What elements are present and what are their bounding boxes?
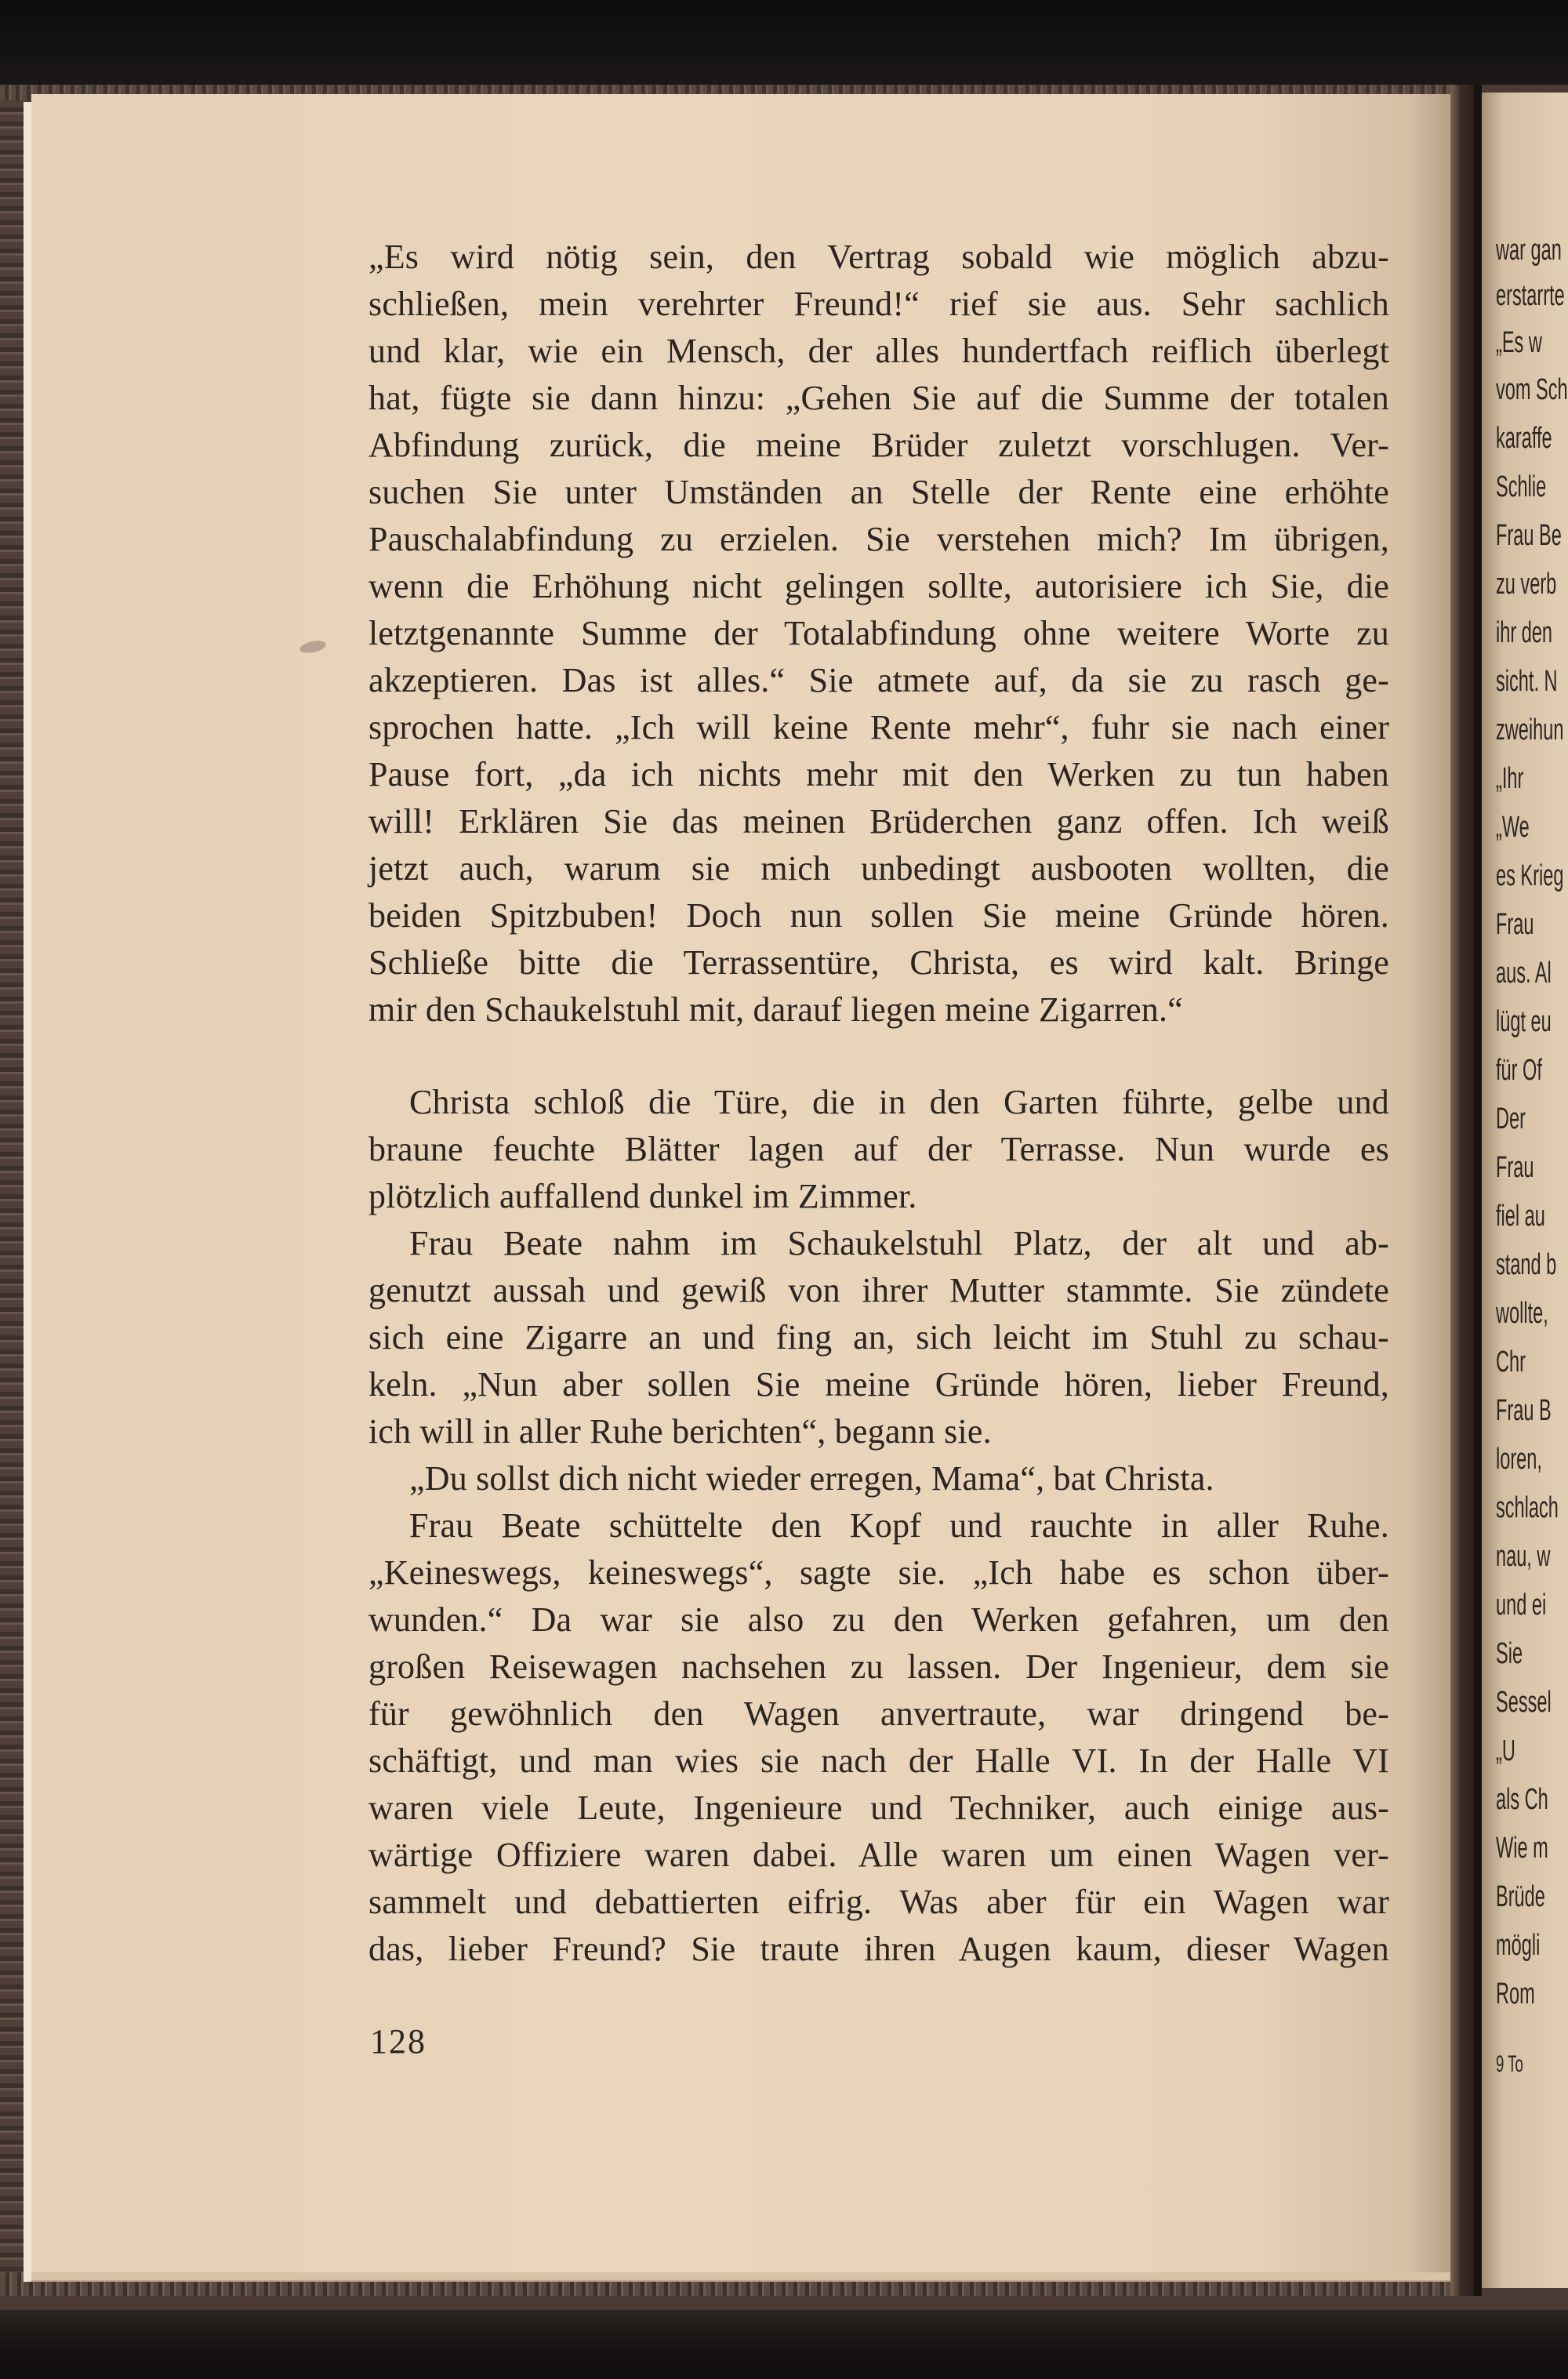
facing-line: schlach — [1496, 1491, 1559, 1524]
facing-line: vom Sch — [1496, 373, 1568, 406]
facing-line: sicht. N — [1496, 665, 1558, 698]
facing-line: war gan — [1496, 234, 1562, 267]
facing-line: Rom — [1496, 1978, 1535, 2010]
text-line: und klar, wie ein Mensch, der alles hundertfach reiflich überlegt — [368, 332, 1389, 370]
text-line: schäftigt, und man wies sie nach der Halle VI. In der Halle VI — [368, 1742, 1389, 1780]
facing-line: wollte, — [1496, 1297, 1548, 1330]
text-line: das, lieber Freund? Sie traute ihren Augen kaum, dieser Wagen — [368, 1930, 1389, 1968]
page-number: 128 — [370, 2022, 426, 2061]
text-line: Abfindung zurück, die meine Brüder zuletzt vorschlugen. Ver- — [368, 426, 1389, 464]
text-line: wenn die Erhöhung nicht gelingen sollte, autorisiere ich Sie, die — [368, 567, 1389, 605]
text-line: beiden Spitzbuben! Doch nun sollen Sie meine Gründe hören. — [368, 896, 1389, 935]
facing-line: „U — [1496, 1734, 1515, 1767]
text-line: Schließe bitte die Terrassentüre, Christa, es wird kalt. Bringe — [368, 943, 1389, 982]
text-line: waren viele Leute, Ingenieure und Techniker, auch einige aus- — [368, 1789, 1389, 1827]
text-line: Pauschalabfindung zu erzielen. Sie verstehen mich? Im übrigen, — [368, 520, 1389, 558]
body-text — [368, 234, 1389, 1973]
facing-line: loren, — [1496, 1443, 1542, 1476]
book-gutter — [1450, 85, 1474, 2296]
text-line: letztgenannte Summe der Totalabfindung ohne weitere Worte zu — [368, 614, 1389, 652]
facing-line: „Ihr — [1496, 762, 1524, 795]
facing-line: mögli — [1496, 1929, 1541, 1962]
text-line: akzeptieren. Das ist alles.“ Sie atmete auf, da sie zu rasch ge- — [368, 661, 1389, 699]
facing-line: Frau — [1496, 1151, 1534, 1184]
facing-line: Brüde — [1496, 1880, 1545, 1913]
text-line: suchen Sie unter Umständen an Stelle der Rente eine erhöhte — [368, 473, 1389, 511]
facing-line: und ei — [1496, 1589, 1547, 1622]
facing-line: lügt eu — [1496, 1005, 1552, 1038]
facing-line: Frau — [1496, 908, 1534, 941]
text-line: „Keineswegs, keineswegs“, sagte sie. „Ich habe es schon über- — [368, 1553, 1389, 1592]
book-spine — [1474, 85, 1482, 2296]
facing-line: Frau B — [1496, 1394, 1552, 1427]
facing-line: Sie — [1496, 1637, 1523, 1670]
text-line: „Du sollst dich nicht wieder erregen, Mama“, bat Christa. — [409, 1459, 1214, 1498]
facing-line: karaffe — [1496, 422, 1552, 455]
text-line: Frau Beate schüttelte den Kopf und rauchte in aller Ruhe. — [409, 1506, 1389, 1545]
text-line: sammelt und debattierten eifrig. Was aber für ein Wagen war — [368, 1883, 1389, 1921]
text-line: für gewöhnlich den Wagen anvertraute, war dringend be- — [368, 1694, 1389, 1733]
text-line: keln. „Nun aber sollen Sie meine Gründe hören, lieber Freund, — [368, 1365, 1389, 1404]
text-line: genutzt aussah und gewiß von ihrer Mutter stammte. Sie zündete — [368, 1271, 1389, 1309]
facing-line: aus. Al — [1496, 957, 1552, 990]
text-line: braune feuchte Blätter lagen auf der Terrasse. Nun wurde es — [368, 1130, 1389, 1168]
text-line: „Es wird nötig sein, den Vertrag sobald wie möglich abzu- — [368, 238, 1389, 276]
facing-line: Chr — [1496, 1346, 1526, 1378]
facing-line: fiel au — [1496, 1200, 1545, 1233]
text-line: sich eine Zigarre an und fing an, sich leicht im Stuhl zu schau- — [368, 1318, 1389, 1357]
text-line: schließen, mein verehrter Freund!“ rief sie aus. Sehr sachlich — [368, 285, 1389, 323]
facing-line: Der — [1496, 1102, 1526, 1135]
text-line: ich will in aller Ruhe berichten“, begann sie. — [368, 1412, 992, 1451]
facing-line: Wie m — [1496, 1832, 1548, 1865]
facing-line: „We — [1496, 811, 1530, 844]
facing-line: zweihun — [1496, 714, 1564, 746]
facing-line: als Ch — [1496, 1783, 1548, 1816]
paragraph-gap — [368, 1033, 1389, 1079]
text-line: Christa schloß die Türe, die in den Garten führte, gelbe und — [409, 1083, 1389, 1121]
facing-line: stand b — [1496, 1248, 1557, 1281]
facing-line: nau, w — [1496, 1540, 1551, 1573]
text-line: mir den Schaukelstuhl mit, darauf liegen meine Zigarren.“ — [368, 990, 1183, 1029]
facing-line: „Es w — [1496, 326, 1542, 359]
facing-line: zu verb — [1496, 568, 1557, 601]
text-line: jetzt auch, warum sie mich unbedingt ausbooten wollten, die — [368, 849, 1389, 888]
facing-line: ihr den — [1496, 616, 1553, 649]
facing-line: Schlie — [1496, 470, 1547, 503]
facing-page — [1482, 93, 1568, 2288]
text-line: wunden.“ Da war sie also zu den Werken gefahren, um den — [368, 1600, 1389, 1639]
page-edge — [24, 102, 31, 2282]
facing-line: es Krieg — [1496, 859, 1564, 892]
text-line: plötzlich auffallend dunkel im Zimmer. — [368, 1177, 917, 1215]
text-line: Pause fort, „da ich nichts mehr mit den Werken zu tun haben — [368, 755, 1389, 794]
text-line: sprochen hatte. „Ich will keine Rente mehr“, fuhr sie nach einer — [368, 708, 1389, 746]
facing-footnote: 9 To — [1496, 2051, 1523, 2077]
text-line: will! Erklären Sie das meinen Brüderchen ganz offen. Ich weiß — [368, 802, 1389, 841]
text-line: wärtige Offiziere waren dabei. Alle waren um einen Wagen ver- — [368, 1836, 1389, 1874]
facing-line: Sessel — [1496, 1686, 1552, 1719]
facing-line: für Of — [1496, 1054, 1542, 1087]
background-top — [0, 0, 1568, 86]
facing-line: erstarrte — [1496, 279, 1565, 312]
text-line: hat, fügte sie dann hinzu: „Gehen Sie auf die Summe der totalen — [368, 379, 1389, 417]
background-bottom — [0, 2310, 1568, 2379]
text-line: großen Reisewagen nachsehen zu lassen. Der Ingenieur, dem sie — [368, 1647, 1389, 1686]
text-line: Frau Beate nahm im Schaukelstuhl Platz, der alt und ab- — [409, 1224, 1389, 1262]
facing-line: Frau Be — [1496, 519, 1562, 552]
